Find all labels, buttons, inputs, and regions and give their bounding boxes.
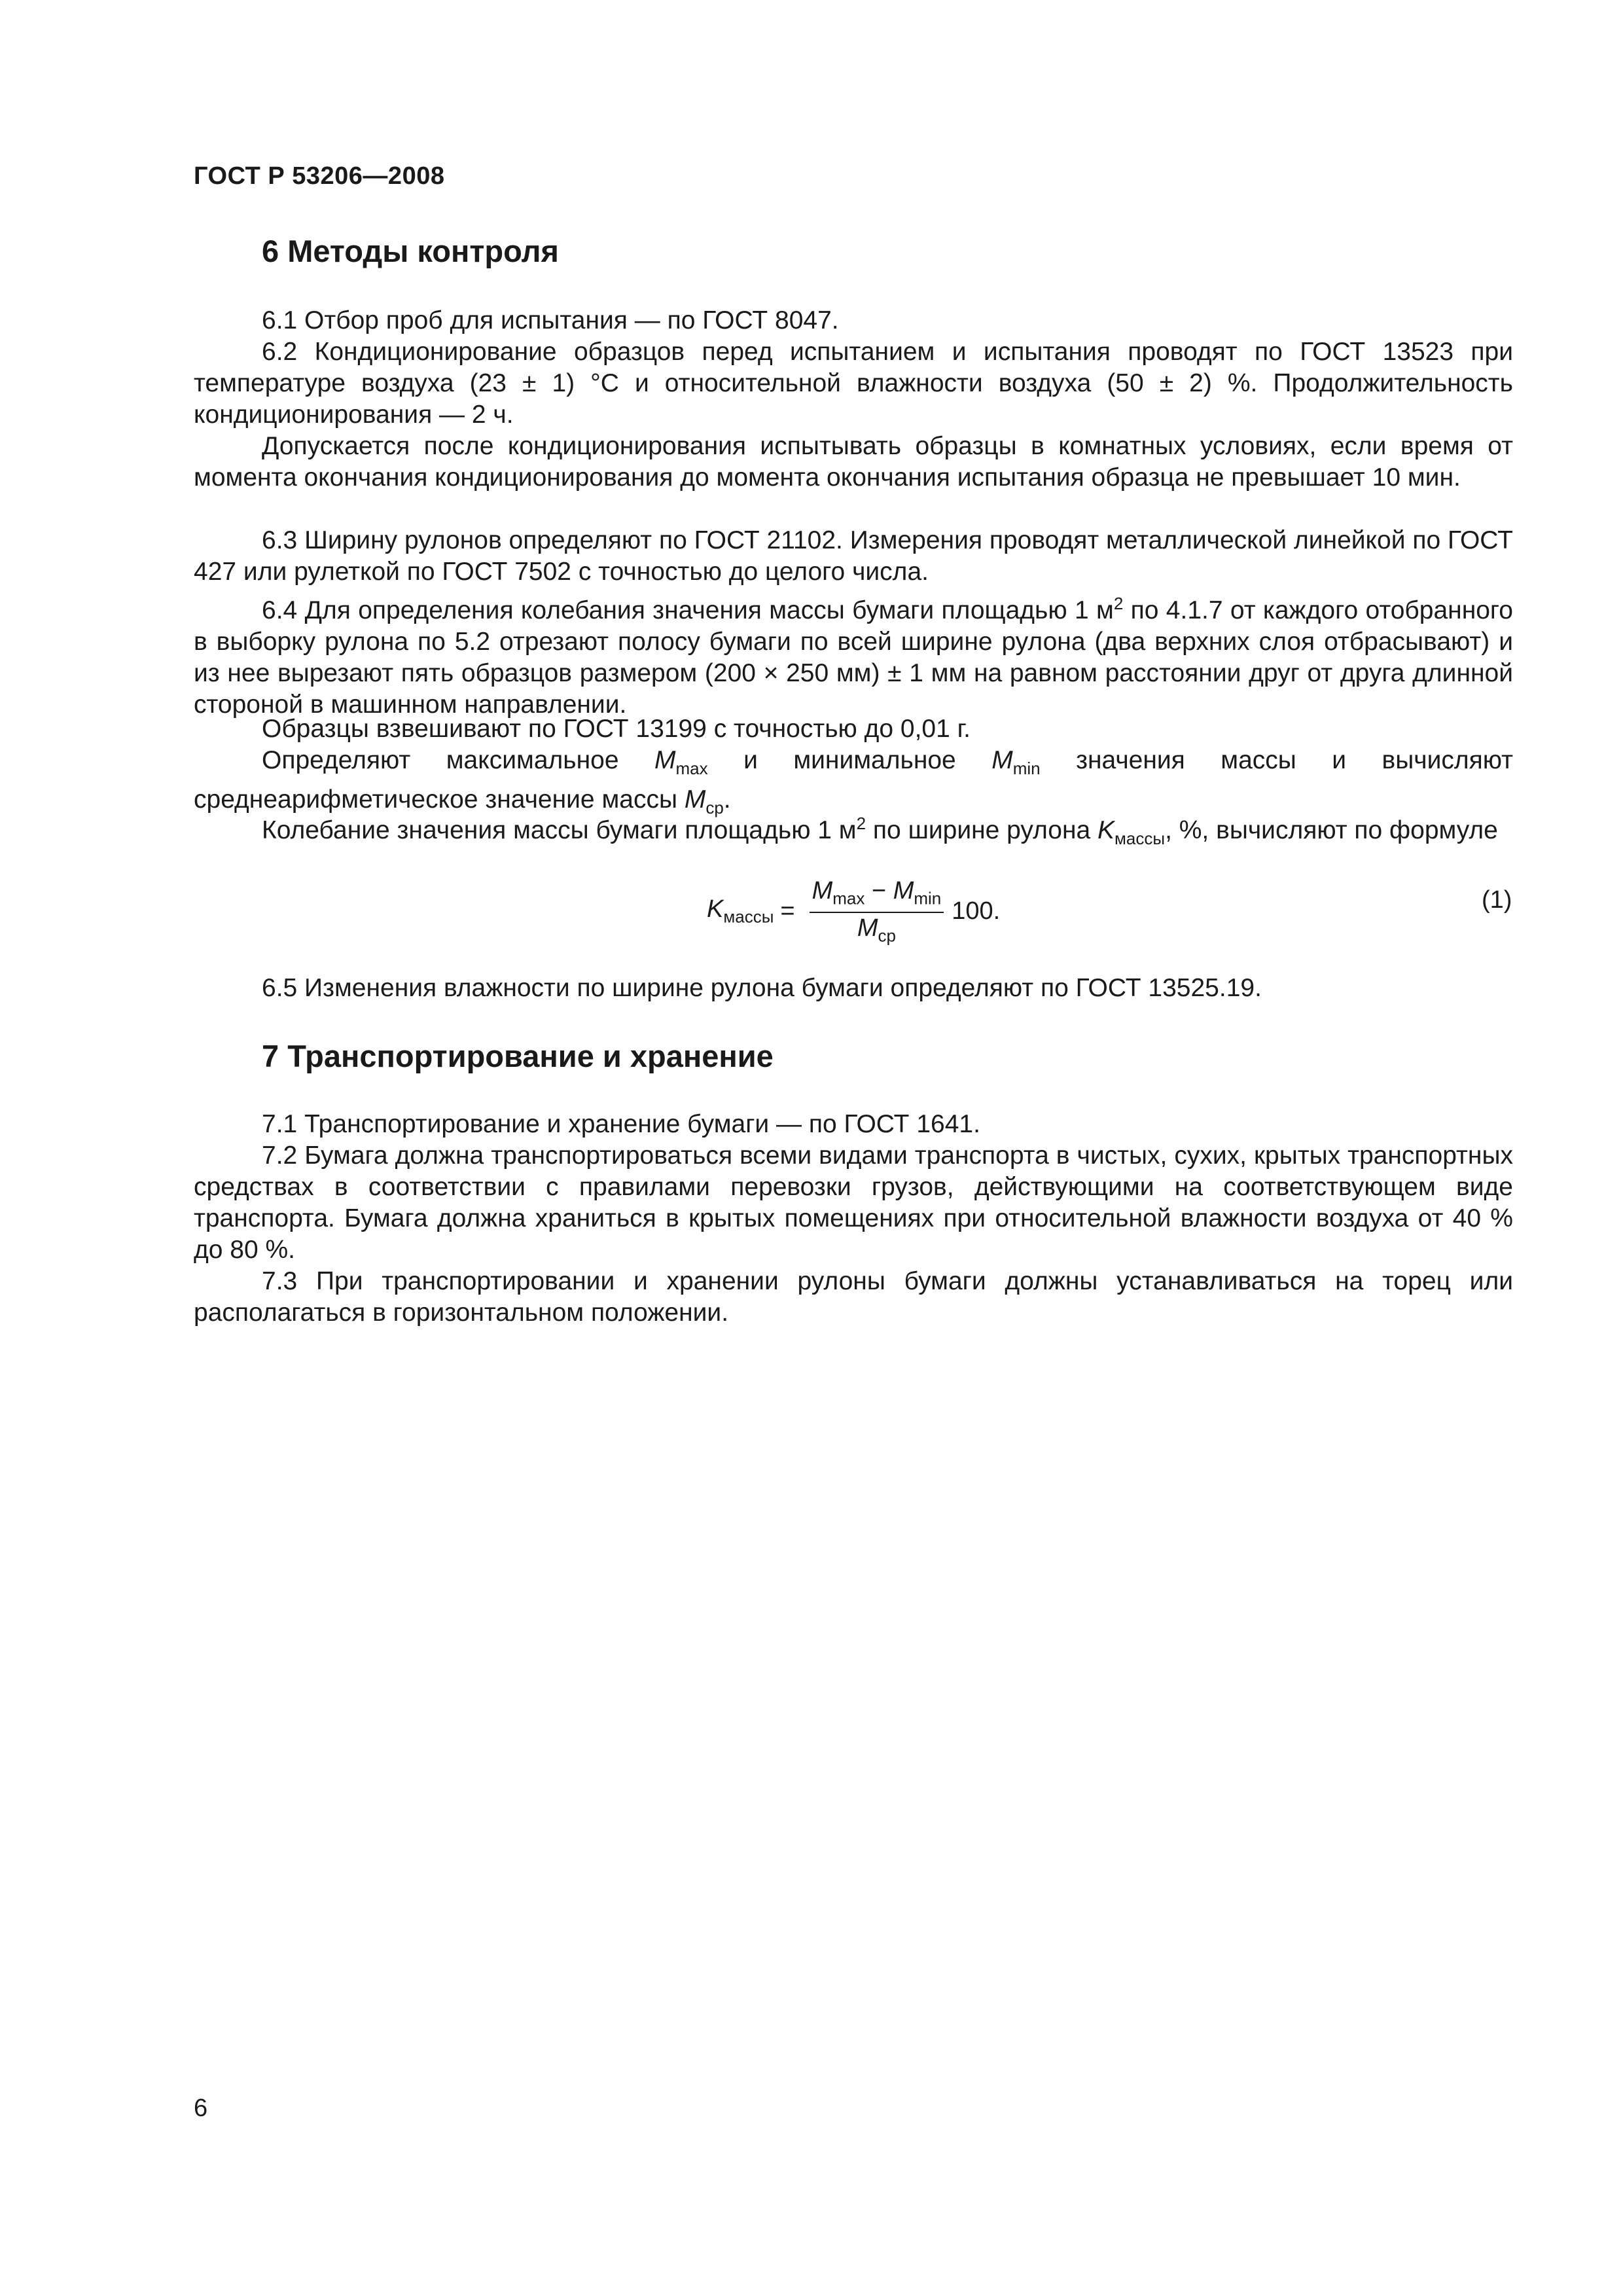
- formula-numerator: [810, 877, 944, 913]
- p64e-text-b: по ширине рулона: [866, 816, 1098, 844]
- paragraph-7-2: 7.2 Бумага должна транспортироваться всеми видами транспорта в чистых, сухих, крытых транспортных средствах в соответствии с правилами перевозки грузов, действующими на соответствующем виде транспорта. Бумага должна храниться в крытых помещениях при относительной влажности воздуха от 40 % до 80 %.: [194, 1141, 1513, 1264]
- p64-superscript: 2: [1113, 594, 1124, 613]
- section-7-title: 7 Транспортирование и хранение: [262, 1039, 774, 1073]
- formula-lhs-sub: массы: [723, 906, 774, 927]
- p64e-text-a: Колебание значения массы бумаги площадью 1 м: [262, 816, 857, 844]
- formula-multiplier: 100.: [952, 897, 1001, 925]
- p64d-text-d: .: [723, 785, 731, 814]
- p64d-sub-max: max: [675, 758, 708, 778]
- paragraph-6-5: 6.5 Изменения влажности по ширине рулона бумаги определяют по ГОСТ 13525.19.: [262, 974, 1262, 1002]
- formula-equals: =: [780, 897, 795, 925]
- paragraph-6-2-note: Допускается после кондиционирования испытывать образцы в комнатных условиях, если время от момента окончания кондиционирования до момента окончания испытания образца не превышает 10 мин.: [194, 432, 1513, 492]
- p64d-sub-avg: ср: [705, 797, 724, 817]
- paragraph-6-2: 6.2 Кондиционирование образцов перед испытанием и испытания проводят по ГОСТ 13523 при температуре воздуха (23 ± 1) °C и относительной влажности воздуха (50 ± 2) %. Продолжительность кондиционирования — 2 ч.: [194, 338, 1513, 429]
- p64-text-a: 6.4 Для определения колебания значения массы бумаги площадью 1 м: [262, 596, 1114, 624]
- paragraph-7-1: 7.1 Транспортирование и хранение бумаги — по ГОСТ 1641.: [262, 1110, 980, 1138]
- p64d-text-a: Определяют максимальное: [262, 746, 654, 774]
- formula-num-sub-min: min: [914, 888, 942, 908]
- formula-den-m: M: [857, 914, 878, 942]
- formula-num-m1: M: [812, 877, 833, 905]
- paragraph-6-4-weighing: Образцы взвешивают по ГОСТ 13199 с точностью до 0,01 г.: [262, 715, 971, 743]
- paragraph-7-3: 7.3 При транспортировании и хранении рулоны бумаги должны устанавливаться на торец или располагаться в горизонтальном положении.: [194, 1267, 1513, 1327]
- p64d-text-c: значения массы и вычисляют среднеарифметическое значение массы: [194, 746, 1513, 814]
- p64d-symbol-m2: M: [991, 746, 1013, 774]
- formula-minus: −: [865, 877, 893, 905]
- formula-num-sub-max: max: [832, 888, 865, 908]
- p64d-sub-min: min: [1012, 758, 1041, 778]
- formula-fraction: [810, 877, 944, 946]
- paragraph-6-4: [194, 588, 1513, 721]
- p64e-symbol-k: K: [1097, 816, 1115, 844]
- p64d-symbol-m3: M: [684, 785, 706, 814]
- p64e-sub-mass: массы: [1115, 828, 1166, 848]
- formula-1: [707, 877, 1000, 946]
- p64e-superscript: 2: [856, 814, 866, 833]
- p64-text-b: по 4.1.7 от каждого отобранного в выборку рулона по 5.2 отрезают полосу бумаги по всей ширине рулона (два верхних слоя отбрасывают) и из нее вырезают пять образцов размером (200 × 250 мм) ± 1 мм на равном расстоянии друг от друга длинной стороной в машинном направлении.: [194, 596, 1513, 719]
- page-number: 6: [194, 2094, 208, 2122]
- p64d-text-b: и минимальное: [707, 746, 992, 774]
- formula-denominator: [857, 913, 896, 946]
- formula-den-sub: ср: [878, 925, 896, 946]
- formula-lhs: [707, 895, 774, 927]
- paragraph-6-3: 6.3 Ширину рулонов определяют по ГОСТ 21102. Измерения проводят металлической линейкой по ГОСТ 427 или рулеткой по ГОСТ 7502 с точностью до целого числа.: [194, 526, 1513, 586]
- p64d-symbol-m1: M: [654, 746, 676, 774]
- paragraph-6-4-formula-intro: [194, 808, 1513, 854]
- formula-number: (1): [1482, 886, 1512, 914]
- p64e-text-c: , %, вычисляют по формуле: [1165, 816, 1498, 844]
- formula-lhs-k: K: [707, 895, 724, 924]
- section-6-title: 6 Методы контроля: [262, 234, 559, 268]
- paragraph-6-1: 6.1 Отбор проб для испытания — по ГОСТ 8047.: [262, 306, 839, 334]
- formula-num-m2: M: [893, 877, 914, 905]
- document-code-header: ГОСТ Р 53206—2008: [194, 162, 445, 190]
